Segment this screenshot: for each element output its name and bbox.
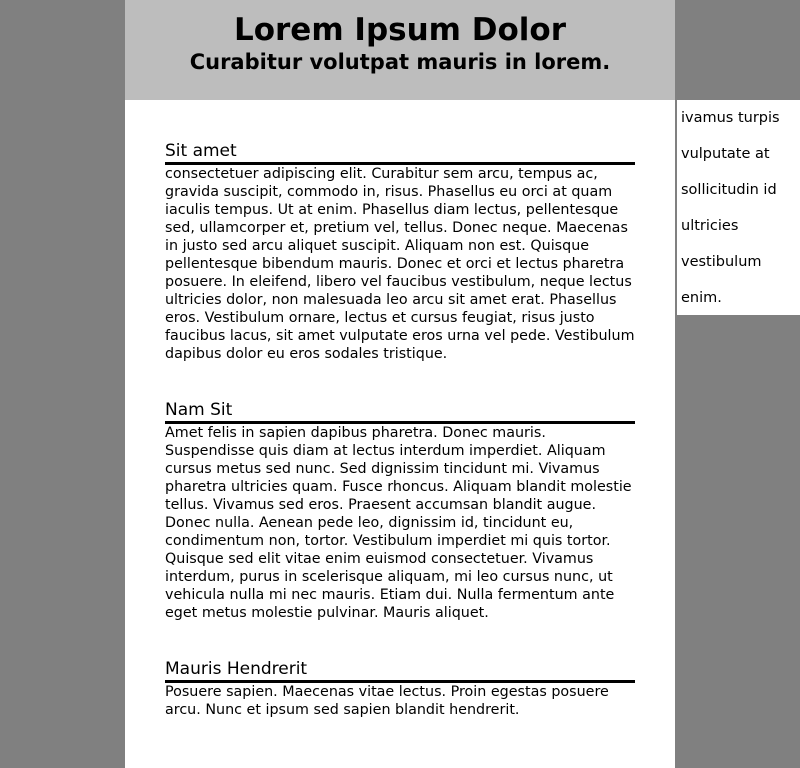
sidebar-line: ultricies xyxy=(681,218,739,234)
sidebar-line: vulputate at xyxy=(681,146,770,162)
sidebar xyxy=(677,100,800,315)
section-body: Posuere sapien. Maecenas vitae lectus. Proin egestas posuere arcu. Nunc et ipsum sed sapien blandit hendrerit. xyxy=(165,684,609,718)
sidebar-line: sollicitudin id xyxy=(681,182,777,198)
section-nam-sit xyxy=(165,399,635,622)
sidebar-line: ivamus turpis xyxy=(681,110,780,126)
section-mauris-hendrerit xyxy=(165,658,635,719)
section-body: Amet felis in sapien dapibus pharetra. Donec mauris. Suspendisse quis diam at lectus interdum imperdiet. Aliquam cursus metus sed nunc. Sed dignissim tincidunt mi. Vivamus pharetra ultricies quam. Fusce rhoncus. Aliquam blandit molestie tellus. Vivamus sed eros. Praesent accumsan blandit augue. Donec nulla. Aenean pede leo, dignissim id, tincidunt eu, condimentum non, tortor. Vestibulum imperdiet mi quis tortor. Quisque sed elit vitae enim euismod consectetuer. Vivamus interdum, purus in scelerisque aliquam, mi leo cursus nunc, ut vehicula nulla mi nec mauris. Etiam dui. Nulla fermentum ante eget metus molestie pulvinar. Mauris aliquet. xyxy=(165,425,632,621)
sidebar-line: enim. xyxy=(681,290,722,306)
page-subtitle: Curabitur volutpat mauris in lorem. xyxy=(189,50,611,74)
section-heading: Nam Sit xyxy=(165,399,635,424)
section-heading: Mauris Hendrerit xyxy=(165,658,635,683)
section-body: consectetuer adipiscing elit. Curabitur sem arcu, tempus ac, gravida suscipit, commodo in, risus. Phasellus eu orci at quam iaculis tempus. Ut at enim. Phasellus diam lectus, pellentesque sed, ullamcorper et, pretium vel, tellus. Donec neque. Maecenas in justo sed arcu aliquet suscipit. Aliquam non est. Quisque pellentesque bibendum mauris. Donec et orci et lectus pharetra posuere. In eleifend, libero vel faucibus vestibulum, neque lectus ultricies dolor, non malesuada leo arcu sit amet erat. Phasellus eros. Vestibulum ornare, lectus et cursus feugiat, risus justo faucibus lacus, sit amet vulputate eros urna vel pede. Vestibulum dapibus dolor eu eros sodales tristique. xyxy=(165,166,635,362)
section-sit-amet xyxy=(165,140,635,363)
page-title: Lorem Ipsum Dolor xyxy=(233,12,567,48)
main-content xyxy=(165,140,635,755)
page-header xyxy=(125,0,675,100)
sidebar-line: vestibulum xyxy=(681,254,762,270)
section-heading: Sit amet xyxy=(165,140,635,165)
